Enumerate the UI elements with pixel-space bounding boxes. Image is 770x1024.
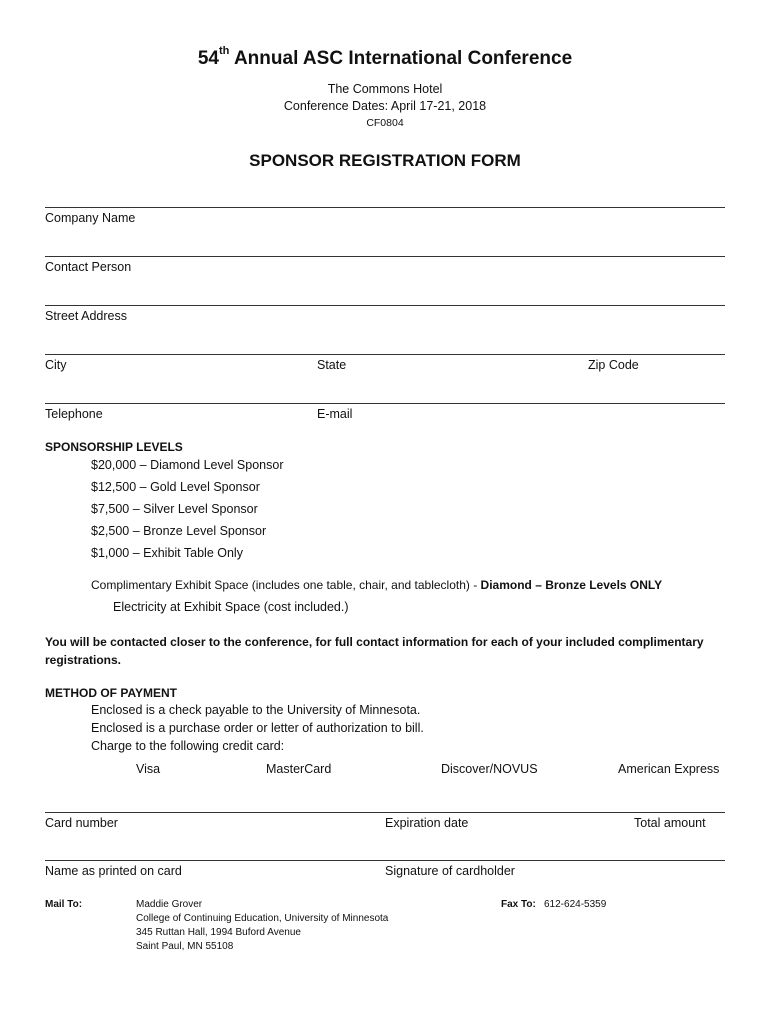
telephone-label: Telephone: [45, 407, 103, 421]
contact-person-field[interactable]: [45, 275, 725, 303]
divider-street: [45, 305, 725, 306]
sponsor-level-bronze[interactable]: $2,500 – Bronze Level Sponsor: [91, 524, 267, 538]
name-signature-field[interactable]: [45, 832, 725, 858]
city-field[interactable]: [45, 373, 305, 401]
form-title: SPONSOR REGISTRATION FORM: [249, 151, 521, 170]
mail-name: Maddie Grover: [136, 899, 203, 910]
email-label: E-mail: [317, 407, 353, 421]
venue: The Commons Hotel: [327, 82, 443, 96]
divider-name-on-card: [45, 860, 725, 861]
sponsor-level-gold[interactable]: $12,500 – Gold Level Sponsor: [91, 480, 260, 494]
conference-dates: Conference Dates: April 17-21, 2018: [283, 99, 487, 113]
sponsor-level-silver[interactable]: $7,500 – Silver Level Sponsor: [91, 502, 258, 516]
contact-notice-line1: You will be contacted closer to the conference, for full contact information for each of your included complimentary: [45, 635, 704, 649]
payment-credit-card-option[interactable]: Charge to the following credit card:: [91, 739, 285, 753]
name-on-card-label: Name as printed on card: [45, 864, 182, 878]
exhibit-space-option[interactable]: [91, 578, 662, 592]
form-code: CF0804: [366, 117, 404, 129]
city-label: City: [45, 358, 67, 372]
zip-code-field[interactable]: [588, 373, 725, 401]
sponsor-level-exhibit[interactable]: $1,000 – Exhibit Table Only: [91, 546, 243, 560]
page-title: [0, 45, 770, 70]
zip-code-label: Zip Code: [588, 358, 639, 372]
title-text: Annual ASC International Conference: [229, 48, 573, 69]
card-details-field[interactable]: [45, 784, 725, 810]
sponsorship-heading: SPONSORSHIP LEVELS: [45, 440, 183, 454]
expiration-date-label: Expiration date: [385, 816, 469, 830]
card-discover[interactable]: Discover/NOVUS: [441, 762, 538, 776]
contact-person-label: Contact Person: [45, 260, 132, 274]
divider-company: [45, 207, 725, 208]
divider-contact: [45, 256, 725, 257]
title-superscript: th: [219, 45, 230, 57]
sponsor-level-diamond[interactable]: $20,000 – Diamond Level Sponsor: [91, 458, 284, 472]
street-address-label: Street Address: [45, 309, 127, 323]
company-name-label: Company Name: [45, 211, 136, 225]
state-field[interactable]: [317, 373, 577, 401]
company-name-field[interactable]: [45, 226, 725, 254]
exhibit-space-text: Complimentary Exhibit Space (includes one table, chair, and tablecloth) -: [91, 578, 481, 592]
divider-city: [45, 354, 725, 355]
card-visa[interactable]: Visa: [136, 762, 161, 776]
fax-to-label: Fax To:: [501, 899, 536, 910]
mail-to-label: Mail To:: [45, 899, 83, 910]
mail-college: College of Continuing Education, University of Minnesota: [136, 913, 389, 924]
total-amount-label: Total amount: [634, 816, 706, 830]
electricity-option[interactable]: Electricity at Exhibit Space (cost included.): [113, 600, 349, 614]
payment-heading: METHOD OF PAYMENT: [45, 686, 178, 700]
divider-card-number: [45, 812, 725, 813]
mail-city: Saint Paul, MN 55108: [136, 941, 234, 952]
exhibit-space-levels: Diamond – Bronze Levels ONLY: [480, 578, 663, 592]
mail-street: 345 Ruttan Hall, 1994 Buford Avenue: [136, 927, 301, 938]
state-label: State: [317, 358, 347, 372]
card-mastercard[interactable]: MasterCard: [266, 762, 332, 776]
title-number: 54: [197, 48, 219, 69]
fax-number: 612-624-5359: [544, 899, 607, 910]
signature-label: Signature of cardholder: [385, 864, 515, 878]
street-address-field[interactable]: [45, 324, 725, 352]
divider-telephone: [45, 403, 725, 404]
contact-notice-line2: registrations.: [45, 653, 122, 667]
card-number-label: Card number: [45, 816, 118, 830]
card-amex[interactable]: American Express: [618, 762, 720, 776]
payment-check-option[interactable]: Enclosed is a check payable to the University of Minnesota.: [91, 703, 421, 717]
payment-po-option[interactable]: Enclosed is a purchase order or letter of authorization to bill.: [91, 721, 424, 735]
